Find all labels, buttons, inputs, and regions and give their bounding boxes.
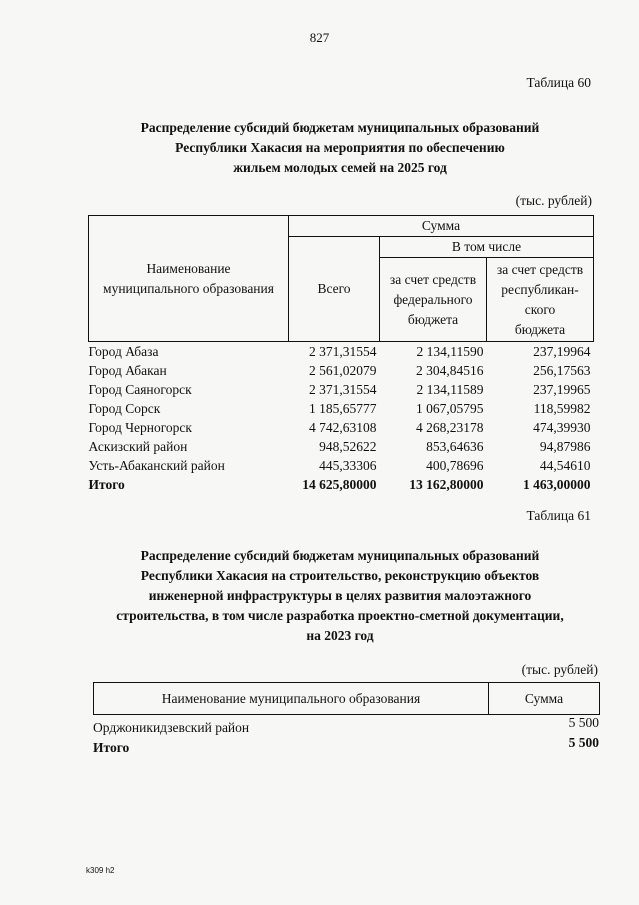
row-total: 4 742,63108 <box>309 420 377 435</box>
table-row <box>89 380 594 399</box>
table-60-title <box>60 118 620 178</box>
table-60-units: (тыс. рублей) <box>515 193 592 208</box>
row-federal: 1 067,05795 <box>416 401 484 416</box>
row-federal: 2 134,11590 <box>416 344 484 359</box>
row-name: Город Абакан <box>88 363 167 378</box>
table-60-label: Таблица 60 <box>526 75 591 90</box>
row-republic: 237,19964 <box>533 344 591 359</box>
header-federal <box>380 258 487 342</box>
header-total: Всего <box>289 237 380 342</box>
total-row <box>89 475 594 494</box>
row-republic: 118,59982 <box>533 401 591 416</box>
row-federal: 853,64636 <box>426 439 484 454</box>
row-name: Аскизский район <box>88 439 188 454</box>
row-republic: 256,17563 <box>533 363 591 378</box>
row-republic: 44,54610 <box>539 458 591 473</box>
header-republic-line: республикан- <box>501 281 579 297</box>
table-row <box>89 456 594 475</box>
total-republic: 1 463,00000 <box>523 477 591 492</box>
total-name: Итого <box>88 477 125 492</box>
page-number: 827 <box>309 30 330 45</box>
header-name: Наименование муниципального образования <box>94 683 489 715</box>
row-name: Город Саяногорск <box>88 382 192 397</box>
row-federal: 400,78696 <box>426 458 484 473</box>
row-name: Город Черногорск <box>88 420 192 435</box>
row-republic: 474,39930 <box>533 420 591 435</box>
row-federal: 2 304,84516 <box>416 363 484 378</box>
title-line: Распределение субсидий бюджетам муниципальных образований <box>140 548 540 563</box>
title-line: Республики Хакасия на мероприятия по обеспечению <box>175 140 505 155</box>
table-row <box>89 399 594 418</box>
header-name-line: муниципального образования <box>103 280 274 296</box>
title-line: Республики Хакасия на строительство, реконструкцию объектов <box>140 568 540 583</box>
header-federal-line: бюджета <box>407 311 459 327</box>
table-61-body <box>93 716 599 754</box>
footer-code: k309 h2 <box>86 866 115 875</box>
table-row <box>89 361 594 380</box>
row-republic: 237,19965 <box>533 382 591 397</box>
header-federal-line: федерального <box>393 291 473 307</box>
title-line: жильем молодых семей на 2025 год <box>233 160 447 175</box>
header-republic-line: за счет средств <box>496 261 584 277</box>
header-republic-line: бюджета <box>514 321 566 337</box>
header-sum: Сумма <box>489 683 600 715</box>
total-row <box>93 735 599 754</box>
header-republic <box>487 258 594 342</box>
total-sum: 5 500 <box>568 735 599 750</box>
row-sum: 5 500 <box>568 715 599 730</box>
row-name: Орджоникидзевский район <box>93 720 250 735</box>
row-name: Город Сорск <box>88 401 161 416</box>
row-federal: 2 134,11589 <box>416 382 484 397</box>
table-61-title <box>60 546 620 646</box>
header-including: В том числе <box>380 237 594 258</box>
title-line: Распределение субсидий бюджетам муниципальных образований <box>140 120 540 135</box>
table-61-label: Таблица 61 <box>526 508 591 523</box>
total-name: Итого <box>93 740 130 755</box>
header-federal-line: за счет средств <box>389 271 477 287</box>
row-total: 2 371,31554 <box>309 382 377 397</box>
row-total: 1 185,65777 <box>309 401 377 416</box>
total-federal: 13 162,80000 <box>409 477 484 492</box>
table-60 <box>88 215 594 494</box>
table-61-units: (тыс. рублей) <box>521 662 598 677</box>
table-row <box>89 437 594 456</box>
row-name: Усть-Абаканский район <box>88 458 225 473</box>
header-name <box>89 216 289 342</box>
row-republic: 94,87986 <box>539 439 591 454</box>
row-federal: 4 268,23178 <box>416 420 484 435</box>
header-republic-line: ского <box>524 301 556 317</box>
row-name: Город Абаза <box>88 344 159 359</box>
row-total: 445,33306 <box>319 458 377 473</box>
title-line: на 2023 год <box>306 628 374 643</box>
table-row <box>89 418 594 437</box>
total-sum: 14 625,80000 <box>302 477 377 492</box>
table-row <box>93 716 599 735</box>
table-row <box>89 342 594 362</box>
title-line: строительства, в том числе разработка проектно-сметной документации, <box>116 608 564 623</box>
table-61 <box>93 682 600 715</box>
row-total: 2 371,31554 <box>309 344 377 359</box>
header-name-line: Наименование <box>146 260 231 276</box>
row-total: 2 561,02079 <box>309 363 377 378</box>
title-line: инженерной инфраструктуры в целях развития малоэтажного <box>148 588 532 603</box>
header-sum: Сумма <box>289 216 594 237</box>
row-total: 948,52622 <box>319 439 377 454</box>
